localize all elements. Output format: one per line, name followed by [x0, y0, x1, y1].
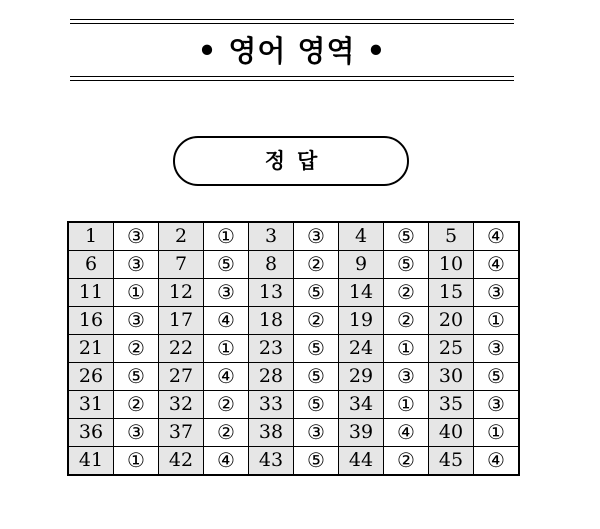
answer-choice: ② [204, 419, 249, 447]
answer-choice: ③ [204, 279, 249, 307]
answer-choice: ① [204, 222, 249, 251]
title-bottom-rule [70, 80, 514, 81]
title-bottom-rule-inner [70, 76, 514, 77]
answer-choice: ③ [294, 419, 339, 447]
answer-choice: ② [294, 307, 339, 335]
page-title: • 영어 영역 • [197, 34, 387, 68]
question-number: 18 [249, 307, 294, 335]
answer-choice: ④ [204, 447, 249, 476]
answer-table [67, 221, 520, 476]
question-number: 4 [339, 222, 384, 251]
question-number: 10 [429, 251, 474, 279]
question-number: 15 [429, 279, 474, 307]
answer-choice: ⑤ [294, 279, 339, 307]
question-number: 28 [249, 363, 294, 391]
answer-choice: ③ [114, 222, 159, 251]
question-number: 38 [249, 419, 294, 447]
question-number: 27 [159, 363, 204, 391]
answer-choice: ② [384, 307, 429, 335]
answer-choice: ② [114, 335, 159, 363]
answer-choice: ③ [114, 307, 159, 335]
question-number: 24 [339, 335, 384, 363]
question-number: 3 [249, 222, 294, 251]
table-row [68, 391, 519, 419]
question-number: 42 [159, 447, 204, 476]
answer-choice: ① [204, 335, 249, 363]
answer-choice: ④ [474, 251, 520, 279]
question-number: 45 [429, 447, 474, 476]
question-number: 11 [68, 279, 114, 307]
table-row [68, 251, 519, 279]
question-number: 6 [68, 251, 114, 279]
question-number: 25 [429, 335, 474, 363]
table-row [68, 307, 519, 335]
answer-choice: ④ [384, 419, 429, 447]
question-number: 34 [339, 391, 384, 419]
table-row [68, 335, 519, 363]
answer-choice: ② [384, 447, 429, 476]
answer-choice: ⑤ [114, 363, 159, 391]
answer-choice: ⑤ [384, 251, 429, 279]
answer-choice: ② [114, 391, 159, 419]
question-number: 26 [68, 363, 114, 391]
answer-choice: ② [384, 279, 429, 307]
question-number: 32 [159, 391, 204, 419]
question-number: 1 [68, 222, 114, 251]
answer-choice: ⑤ [294, 447, 339, 476]
question-number: 19 [339, 307, 384, 335]
question-number: 40 [429, 419, 474, 447]
question-number: 35 [429, 391, 474, 419]
question-number: 2 [159, 222, 204, 251]
question-number: 14 [339, 279, 384, 307]
answer-choice: ⑤ [294, 363, 339, 391]
question-number: 17 [159, 307, 204, 335]
question-number: 16 [68, 307, 114, 335]
question-number: 5 [429, 222, 474, 251]
question-number: 22 [159, 335, 204, 363]
question-number: 31 [68, 391, 114, 419]
answer-choice: ④ [474, 447, 520, 476]
question-number: 30 [429, 363, 474, 391]
question-number: 44 [339, 447, 384, 476]
table-row [68, 419, 519, 447]
question-number: 29 [339, 363, 384, 391]
answer-choice: ③ [474, 391, 520, 419]
table-row [68, 447, 519, 476]
answer-choice: ③ [114, 251, 159, 279]
question-number: 37 [159, 419, 204, 447]
answer-choice: ② [294, 251, 339, 279]
title-top-rule-inner [70, 23, 514, 24]
question-number: 39 [339, 419, 384, 447]
question-number: 33 [249, 391, 294, 419]
question-number: 13 [249, 279, 294, 307]
question-number: 43 [249, 447, 294, 476]
answer-choice: ① [474, 307, 520, 335]
answer-choice: ④ [204, 307, 249, 335]
answer-choice: ① [474, 419, 520, 447]
title-top-rule [70, 19, 514, 20]
question-number: 12 [159, 279, 204, 307]
answer-choice: ③ [294, 222, 339, 251]
title-block [70, 19, 514, 81]
question-number: 41 [68, 447, 114, 476]
answer-choice: ② [204, 391, 249, 419]
answer-choice: ⑤ [204, 251, 249, 279]
answer-choice: ① [114, 447, 159, 476]
answer-label: 정답 [173, 136, 409, 186]
answer-choice: ④ [474, 222, 520, 251]
question-number: 20 [429, 307, 474, 335]
answer-table-body [68, 222, 519, 475]
answer-choice: ⑤ [474, 363, 520, 391]
question-number: 8 [249, 251, 294, 279]
answer-choice: ① [384, 335, 429, 363]
answer-choice: ④ [204, 363, 249, 391]
table-row [68, 363, 519, 391]
answer-choice: ⑤ [384, 222, 429, 251]
question-number: 36 [68, 419, 114, 447]
answer-choice: ③ [114, 419, 159, 447]
answer-choice: ① [384, 391, 429, 419]
question-number: 7 [159, 251, 204, 279]
answer-choice: ③ [474, 279, 520, 307]
answer-choice: ③ [384, 363, 429, 391]
answer-choice: ⑤ [294, 391, 339, 419]
answer-choice: ⑤ [294, 335, 339, 363]
answer-choice: ③ [474, 335, 520, 363]
question-number: 21 [68, 335, 114, 363]
answer-choice: ① [114, 279, 159, 307]
table-row [68, 279, 519, 307]
question-number: 9 [339, 251, 384, 279]
table-row [68, 222, 519, 251]
question-number: 23 [249, 335, 294, 363]
